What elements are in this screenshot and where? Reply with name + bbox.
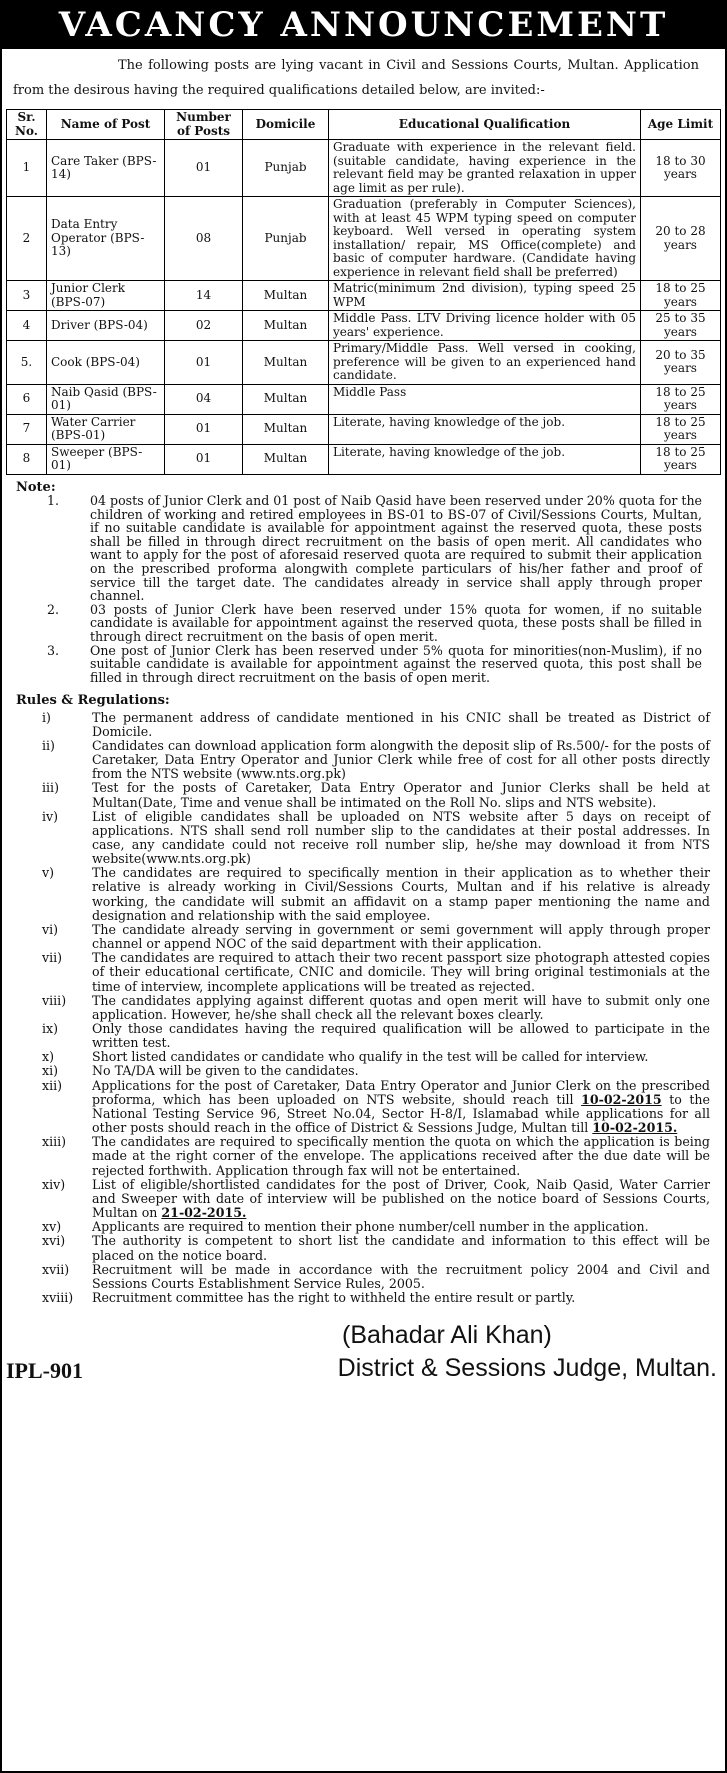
rule-item bbox=[16, 1135, 710, 1177]
rule-text-part: The candidates are required to specifically mention the quota on which the application is being made at the right corner of the envelope. The applications received after the due date will be rejected forthwith. Application through fax will not be entertained. bbox=[92, 1134, 710, 1178]
rule-text bbox=[92, 1064, 710, 1078]
domicile-cell: Multan bbox=[243, 311, 329, 341]
rule-text-part: Only those candidates having the required qualification will be allowed to participate in the written test. bbox=[92, 1021, 710, 1051]
rule-number: xiv) bbox=[42, 1176, 66, 1192]
rule-text-part: The authority is competent to short list the candidate and information to this effect will be placed on the notice board. bbox=[92, 1233, 710, 1263]
age-limit-cell: 18 to 25 years bbox=[641, 384, 721, 414]
rule-text-part: Applications for the post of Caretaker, Data Entry Operator and Junior Clerk on the prescribed proforma, which has been uploaded on NTS website, should reach till bbox=[92, 1077, 710, 1107]
rule-item bbox=[16, 781, 710, 809]
qualification-cell: Literate, having knowledge of the job. bbox=[329, 414, 641, 444]
table-row bbox=[7, 384, 721, 414]
posts-count-cell: 02 bbox=[165, 311, 243, 341]
post-name-cell: Care Taker (BPS-14) bbox=[47, 140, 165, 197]
rule-number: xiii) bbox=[42, 1134, 67, 1150]
footer bbox=[2, 1351, 725, 1385]
qualification-cell: Graduation (preferably in Computer Sciences), with at least 45 WPM typing speed on computer keyboard. Well versed in operating system installation/ repair, MS Office(complete) and basic of computer hardware. (Candidate having experience in relevant field shall be preferred) bbox=[329, 197, 641, 281]
domicile-cell: Punjab bbox=[243, 197, 329, 281]
rule-item bbox=[16, 1022, 710, 1050]
rule-text bbox=[92, 1050, 710, 1064]
post-name-cell: Cook (BPS-04) bbox=[47, 341, 165, 385]
vacancy-table-wrapper bbox=[2, 103, 725, 475]
domicile-cell: Multan bbox=[243, 281, 329, 311]
rule-number: xii) bbox=[42, 1077, 63, 1093]
post-name-cell: Sweeper (BPS-01) bbox=[47, 444, 165, 474]
note-item bbox=[16, 494, 702, 603]
qualification-cell: Matric(minimum 2nd division), typing speed 25 WPM bbox=[329, 281, 641, 311]
rule-text bbox=[92, 781, 710, 809]
rule-number: vi) bbox=[42, 921, 59, 937]
rule-item bbox=[16, 739, 710, 781]
age-limit-cell: 18 to 25 years bbox=[641, 444, 721, 474]
post-name-cell: Naib Qasid (BPS-01) bbox=[47, 384, 165, 414]
table-row bbox=[7, 414, 721, 444]
qualification-cell: Middle Pass. LTV Driving licence holder with 05 years' experience. bbox=[329, 311, 641, 341]
qualification-cell: Middle Pass bbox=[329, 384, 641, 414]
intro-paragraph bbox=[13, 53, 699, 103]
age-limit-cell: 20 to 35 years bbox=[641, 341, 721, 385]
table-row bbox=[7, 281, 721, 311]
note-item bbox=[16, 644, 702, 685]
signatory-designation: District & Sessions Judge, Multan. bbox=[337, 1354, 717, 1383]
rule-item bbox=[16, 866, 710, 923]
rule-text bbox=[92, 866, 710, 923]
rule-item bbox=[16, 923, 710, 951]
reference-code: IPL-901 bbox=[6, 1358, 83, 1384]
domicile-cell: Punjab bbox=[243, 140, 329, 197]
rule-number: vii) bbox=[42, 950, 63, 966]
rule-text-part: The candidate already serving in government or semi government will apply through proper channel or append NOC of the said department with their application. bbox=[92, 921, 710, 952]
table-row bbox=[7, 341, 721, 385]
sr-cell: 3 bbox=[7, 281, 47, 311]
rule-text-part: The candidates applying against different quotas and open merit will have to submit only one application. However, he/she shall check all the relevant boxes clearly. bbox=[92, 992, 710, 1022]
rule-text-part: List of eligible candidates shall be uploaded on NTS website after 5 days on receipt of applications. NTS shall send roll number slip to the candidates at their postal addresses. In case, any candidate could not receive roll number slip, he/she may download it from NTS website(www.nts.org.pk) bbox=[92, 808, 710, 867]
post-name-cell: Data Entry Operator (BPS-13) bbox=[47, 197, 165, 281]
rule-number: xvii) bbox=[42, 1261, 70, 1277]
rule-item bbox=[16, 810, 710, 867]
rule-text bbox=[92, 1234, 710, 1262]
domicile-cell: Multan bbox=[243, 384, 329, 414]
col-age: Age Limit bbox=[641, 110, 721, 140]
rule-item bbox=[16, 711, 710, 739]
posts-count-cell: 04 bbox=[165, 384, 243, 414]
age-limit-cell: 20 to 28 years bbox=[641, 197, 721, 281]
note-number: 3. bbox=[46, 642, 60, 658]
deadline-date: 21-02-2015. bbox=[161, 1205, 247, 1221]
rule-text bbox=[92, 994, 710, 1022]
posts-count-cell: 01 bbox=[165, 341, 243, 385]
rule-number: x) bbox=[42, 1049, 55, 1065]
rule-item bbox=[16, 1064, 710, 1078]
rule-text bbox=[92, 739, 710, 781]
sr-cell: 1 bbox=[7, 140, 47, 197]
sr-cell: 7 bbox=[7, 414, 47, 444]
deadline-date: 10-02-2015 bbox=[581, 1091, 662, 1107]
col-qualification: Educational Qualification bbox=[329, 110, 641, 140]
rule-text-part: The candidates are required to attach their two recent passport size photograph attested copies of their educational certificate, CNIC and domicile. They will bring original testimonials at the time of interview, incomplete applications will be treated as rejected. bbox=[92, 950, 710, 994]
rule-text bbox=[92, 1291, 710, 1305]
notes-section bbox=[16, 481, 702, 685]
vacancy-table bbox=[6, 109, 721, 475]
posts-count-cell: 01 bbox=[165, 414, 243, 444]
rule-number: xviii) bbox=[42, 1289, 74, 1305]
table-header-row bbox=[7, 110, 721, 140]
post-name-cell: Driver (BPS-04) bbox=[47, 311, 165, 341]
rule-text bbox=[92, 711, 710, 739]
rule-number: xvi) bbox=[42, 1233, 66, 1249]
rule-number: ix) bbox=[42, 1021, 59, 1036]
age-limit-cell: 25 to 35 years bbox=[641, 311, 721, 341]
rule-text bbox=[92, 1263, 710, 1291]
col-sr: Sr. No. bbox=[7, 110, 47, 140]
rule-text bbox=[92, 951, 710, 993]
rule-item bbox=[16, 1263, 710, 1291]
rule-number: i) bbox=[42, 709, 51, 725]
note-number: 2. bbox=[46, 601, 60, 617]
page-title: VACANCY ANNOUNCEMENT bbox=[2, 2, 725, 49]
rule-number: xv) bbox=[42, 1219, 62, 1235]
rule-text bbox=[92, 810, 710, 867]
rule-item bbox=[16, 951, 710, 993]
age-limit-cell: 18 to 25 years bbox=[641, 414, 721, 444]
qualification-cell: Primary/Middle Pass. Well versed in cooking, preference will be given to an experienced hand candidate. bbox=[329, 341, 641, 385]
note-number: 1. bbox=[46, 493, 60, 509]
post-name-cell: Water Carrier (BPS-01) bbox=[47, 414, 165, 444]
rule-item bbox=[16, 994, 710, 1022]
rule-number: iv) bbox=[42, 808, 59, 824]
note-item bbox=[16, 603, 702, 644]
rule-text-part: to the National Testing Service 96, Street No.04, Sector H-8/I, Islamabad while applications for all other posts should reach in the office of District & Sessions Judge, Multan till bbox=[92, 1091, 710, 1136]
rules-heading: Rules & Regulations: bbox=[16, 693, 170, 709]
age-limit-cell: 18 to 30 years bbox=[641, 140, 721, 197]
posts-count-cell: 08 bbox=[165, 197, 243, 281]
rule-text-part: The candidates are required to specifically mention in their application as to whether their relative is already working in Civil/Sessions Courts, Multan and if his relative is already working, the candidate will submit an affidavit on a stamp paper mentioning the name and designation and relationship with the said employee. bbox=[92, 865, 710, 923]
intro-text: The following posts are lying vacant in Civil and Sessions Courts, Multan. Application from the desirous having the required qualifications detailed below, are invited:- bbox=[13, 58, 699, 98]
note-text: 03 posts of Junior Clerk have been reserved under 15% quota for women, if no suitable candidate is available for appointment against the reserved quota, these posts shall be filled in through direct recruitment on the basis of open merit. bbox=[90, 601, 702, 645]
rule-text bbox=[92, 923, 710, 951]
col-domicile: Domicile bbox=[243, 110, 329, 140]
domicile-cell: Multan bbox=[243, 414, 329, 444]
col-number: Number of Posts bbox=[165, 110, 243, 140]
rule-item bbox=[16, 1050, 710, 1064]
rules-section bbox=[16, 694, 710, 1305]
sr-cell: 5. bbox=[7, 341, 47, 385]
rule-text-part: Test for the posts of Caretaker, Data Entry Operator and Junior Clerks shall be held at Multan(Date, Time and venue shall be intimated on the Roll No. slips and NTS website). bbox=[92, 780, 710, 810]
sr-cell: 8 bbox=[7, 444, 47, 474]
rule-text-part: The permanent address of candidate mentioned in his CNIC shall be treated as District of Domicile. bbox=[92, 709, 710, 739]
rule-item bbox=[16, 1220, 710, 1234]
col-post: Name of Post bbox=[47, 110, 165, 140]
signatory-name: (Bahadar Ali Khan) bbox=[342, 1321, 552, 1350]
rule-number: viii) bbox=[42, 992, 67, 1008]
rule-text-part: Short listed candidates or candidate who qualify in the test will be called for interview. bbox=[92, 1049, 649, 1065]
note-text: One post of Junior Clerk has been reserved under 5% quota for minorities(non-Muslim), if no suitable candidate is available for appointment against the reserved quota, this post shall be filled in through direct recruitment on the basis of open merit. bbox=[90, 642, 702, 685]
table-row bbox=[7, 197, 721, 281]
posts-count-cell: 01 bbox=[165, 444, 243, 474]
rule-number: ii) bbox=[42, 737, 55, 753]
rule-item bbox=[16, 1079, 710, 1136]
qualification-cell: Literate, having knowledge of the job. bbox=[329, 444, 641, 474]
table-row bbox=[7, 311, 721, 341]
age-limit-cell: 18 to 25 years bbox=[641, 281, 721, 311]
rule-item bbox=[16, 1291, 710, 1305]
note-text: 04 posts of Junior Clerk and 01 post of Naib Qasid have been reserved under 20% quota for the children of working and retired employees in BS-01 to BS-07 of Civil/Sessions Courts, Multan, if no suitable candidate is available for appointment against the reserved quota, these posts shall be filled in through direct recruitment on the basis of open merit. All candidates who want to apply for the post of aforesaid reserved quota are required to submit their application on the prescribed proforma alongwith complete particulars of his/her father and proof of service till the target date. The candidates already in service shall apply through proper channel. bbox=[90, 493, 703, 604]
sr-cell: 4 bbox=[7, 311, 47, 341]
sr-cell: 2 bbox=[7, 197, 47, 281]
post-name-cell: Junior Clerk (BPS-07) bbox=[47, 281, 165, 311]
notes-heading: Note: bbox=[16, 479, 56, 495]
rule-text-part: Applicants are required to mention their phone number/cell number in the application. bbox=[92, 1219, 649, 1235]
rule-text-part: List of eligible/shortlisted candidates for the post of Driver, Cook, Naib Qasid, Water Carrier and Sweeper with date of interview will be published on the notice board of Sessions Courts, Multan on bbox=[92, 1176, 710, 1221]
domicile-cell: Multan bbox=[243, 341, 329, 385]
rule-number: xi) bbox=[42, 1063, 59, 1079]
rule-text-part: Recruitment committee has the right to withheld the entire result or partly. bbox=[92, 1289, 576, 1305]
rule-text-part: Recruitment will be made in accordance with the recruitment policy 2004 and Civil and Sessions Courts Establishment Service Rules, 2005. bbox=[92, 1261, 710, 1291]
rule-text-part: No TA/DA will be given to the candidates. bbox=[92, 1063, 359, 1079]
table-row bbox=[7, 444, 721, 474]
table-row bbox=[7, 140, 721, 197]
rule-number: v) bbox=[42, 865, 55, 881]
rule-item bbox=[16, 1234, 710, 1262]
rule-text bbox=[92, 1220, 710, 1234]
posts-count-cell: 01 bbox=[165, 140, 243, 197]
rule-text bbox=[92, 1135, 710, 1177]
rule-text-part: Candidates can download application form alongwith the deposit slip of Rs.500/- for the posts of Caretaker, Data Entry Operator and Junior Clerk while free of cost for all other posts directly from the NTS website (www.nts.org.pk) bbox=[92, 737, 710, 782]
sr-cell: 6 bbox=[7, 384, 47, 414]
rule-text bbox=[92, 1178, 710, 1220]
rule-item bbox=[16, 1178, 710, 1220]
rule-text bbox=[92, 1079, 710, 1136]
deadline-date: 10-02-2015. bbox=[592, 1120, 678, 1136]
rule-number: iii) bbox=[42, 780, 59, 796]
domicile-cell: Multan bbox=[243, 444, 329, 474]
posts-count-cell: 14 bbox=[165, 281, 243, 311]
rule-text bbox=[92, 1022, 710, 1050]
qualification-cell: Graduate with experience in the relevant field. (suitable candidate, having experience in the relevant field may be granted relaxation in upper age limit as per rule). bbox=[329, 140, 641, 197]
